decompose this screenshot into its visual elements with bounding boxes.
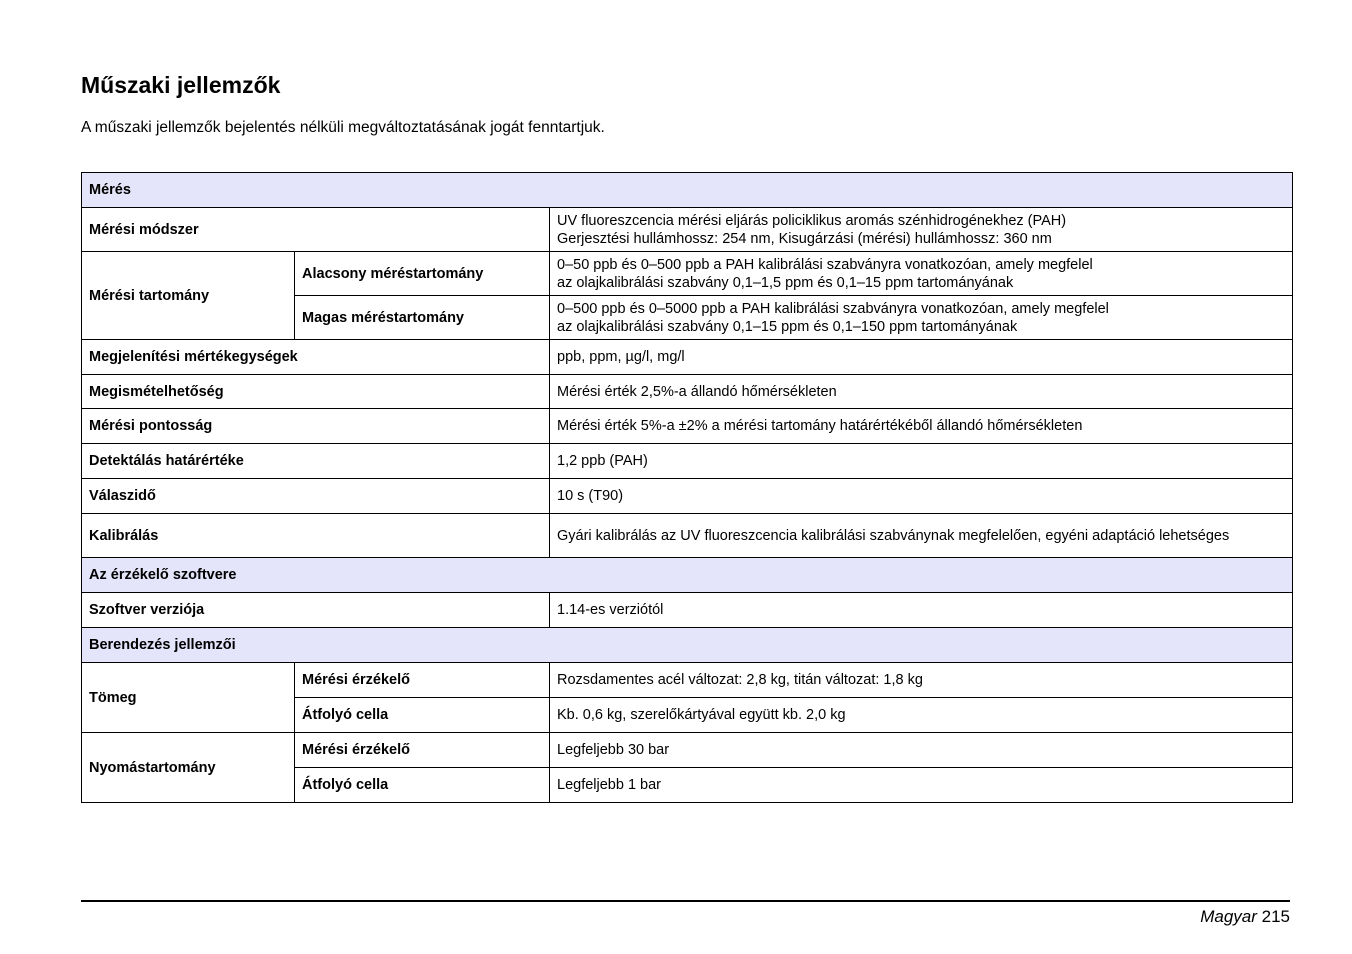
value-line: az olajkalibrálási szabvány 0,1–15 ppm és 0,1–150 ppm tartományának	[557, 318, 1018, 335]
value-line: 0–50 ppb és 0–500 ppb a PAH kalibrálási szabványra vonatkozóan, amely megfelel	[557, 256, 1093, 273]
row-value: ppb, ppm, µg/l, mg/l	[550, 340, 1293, 375]
row-value	[550, 208, 1293, 252]
section-row-measurement	[82, 173, 1293, 208]
table-row	[82, 375, 1293, 409]
value-line: az olajkalibrálási szabvány 0,1–1,5 ppm és 0,1–15 ppm tartományának	[557, 274, 1014, 291]
row-label: Mérési pontosság	[82, 409, 550, 444]
specifications-table	[81, 172, 1293, 803]
row-value: Kb. 0,6 kg, szerelőkártyával együtt kb. 2,0 kg	[550, 698, 1293, 733]
table-row	[82, 409, 1293, 444]
row-label: Válaszidő	[82, 479, 550, 514]
row-value: 10 s (T90)	[550, 479, 1293, 514]
sub-label: Alacsony méréstartomány	[295, 252, 550, 296]
row-label: Megjelenítési mértékegységek	[82, 340, 550, 375]
page-footer	[1200, 907, 1290, 927]
row-value: Mérési érték 2,5%-a állandó hőmérsékleten	[550, 375, 1293, 409]
value-line: UV fluoreszcencia mérési eljárás policiklikus aromás szénhidrogénekhez (PAH)	[557, 212, 1067, 229]
sub-label: Átfolyó cella	[295, 768, 550, 803]
sub-label: Átfolyó cella	[295, 698, 550, 733]
row-value	[550, 296, 1293, 340]
table-row	[82, 479, 1293, 514]
section-row-software	[82, 558, 1293, 593]
table-row	[82, 593, 1293, 628]
row-value: 1.14-es verziótól	[550, 593, 1293, 628]
table-row	[82, 663, 1293, 698]
row-label: Megismételhetőség	[82, 375, 550, 409]
sub-label: Mérési érzékelő	[295, 663, 550, 698]
table-row	[82, 733, 1293, 768]
row-value: 1,2 ppb (PAH)	[550, 444, 1293, 479]
section-row-device	[82, 628, 1293, 663]
table-row	[82, 340, 1293, 375]
row-label: Nyomástartomány	[82, 733, 295, 803]
intro-text: A műszaki jellemzők bejelentés nélküli megváltoztatásának jogát fenntartjuk.	[81, 119, 605, 136]
row-label: Kalibrálás	[82, 514, 550, 558]
section-title: Berendezés jellemzői	[82, 628, 1293, 663]
row-value: Gyári kalibrálás az UV fluoreszcencia kalibrálási szabványnak megfelelően, egyéni adaptáció lehetséges	[550, 514, 1293, 558]
sub-label: Mérési érzékelő	[295, 733, 550, 768]
value-line: 0–500 ppb és 0–5000 ppb a PAH kalibrálási szabványra vonatkozóan, amely megfelel	[557, 300, 1109, 317]
page-number: 215	[1261, 907, 1290, 926]
footer-language: Magyar	[1200, 907, 1257, 926]
row-value: Legfeljebb 1 bar	[550, 768, 1293, 803]
row-value: Legfeljebb 30 bar	[550, 733, 1293, 768]
section-title: Mérés	[82, 173, 1293, 208]
sub-label: Magas méréstartomány	[295, 296, 550, 340]
table-row	[82, 252, 1293, 296]
row-label: Mérési módszer	[82, 208, 550, 252]
page-title: Műszaki jellemzők	[81, 72, 281, 98]
value-line: Gerjesztési hullámhossz: 254 nm, Kisugárzási (mérési) hullámhossz: 360 nm	[557, 230, 1052, 247]
row-value	[550, 252, 1293, 296]
row-label: Tömeg	[82, 663, 295, 733]
row-value: Mérési érték 5%-a ±2% a mérési tartomány határértékéből állandó hőmérsékleten	[550, 409, 1293, 444]
table-row	[82, 444, 1293, 479]
row-value: Rozsdamentes acél változat: 2,8 kg, titán változat: 1,8 kg	[550, 663, 1293, 698]
table-row	[82, 208, 1293, 252]
row-label: Mérési tartomány	[82, 252, 295, 340]
section-title: Az érzékelő szoftvere	[82, 558, 1293, 593]
footer-divider	[81, 900, 1290, 902]
row-label: Detektálás határértéke	[82, 444, 550, 479]
table-row	[82, 514, 1293, 558]
row-label: Szoftver verziója	[82, 593, 550, 628]
